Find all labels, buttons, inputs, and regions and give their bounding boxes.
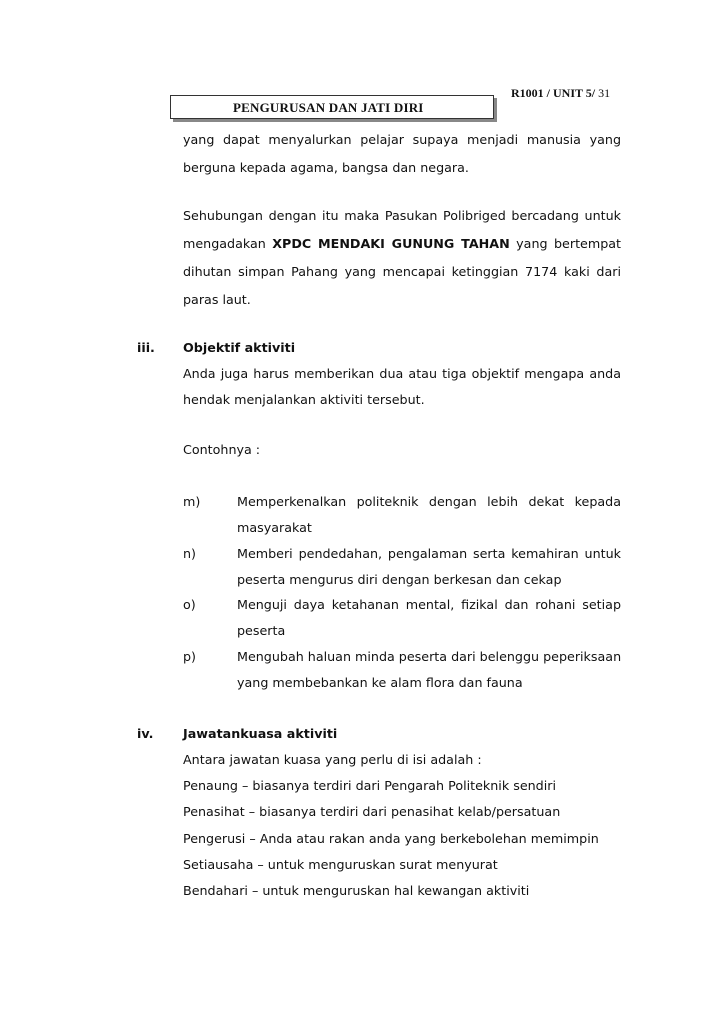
objective-p-line-2: yang membebankan ke alam flora dan fauna xyxy=(237,675,523,690)
committee-line-3: Penasihat – biasanya terdiri dari penasihat kelab/persatuan xyxy=(183,804,561,819)
objective-m-line-1: Memperkenalkan politeknik dengan lebih dekat kepada xyxy=(237,494,621,509)
objective-letter-m: m) xyxy=(183,494,201,509)
para2-line-4: paras laut. xyxy=(183,292,251,307)
section-4-heading: Jawatankuasa aktiviti xyxy=(183,726,338,741)
para2-line-2-before: mengadakan xyxy=(183,236,273,251)
para2-line-2-after: yang bertempat xyxy=(509,236,622,251)
objective-p-line-1: Mengubah haluan minda peserta dari belenggu peperiksaan xyxy=(237,649,622,664)
section-3-number: iii. xyxy=(137,340,155,355)
page-number: 31 xyxy=(598,86,611,100)
para2-line-1: Sehubungan dengan itu maka Pasukan Polibriged bercadang untuk xyxy=(183,208,621,223)
section-3-heading: Objektif aktiviti xyxy=(183,340,296,355)
page-reference xyxy=(511,86,610,101)
section-3-line-2: hendak menjalankan aktiviti tersebut. xyxy=(183,392,425,407)
objective-letter-p: p) xyxy=(183,649,197,664)
para2-line-3: dihutan simpan Pahang yang mencapai ketinggian 7174 kaki dari xyxy=(183,264,621,279)
page-ref-label: R1001 / UNIT 5/ xyxy=(511,86,596,100)
expedition-name: XPDC MENDAKI GUNUNG TAHAN xyxy=(272,236,510,251)
objective-n-line-2: peserta mengurus diri dengan berkesan dan cekap xyxy=(237,572,562,587)
para2-line-2 xyxy=(183,236,621,252)
objective-o-line-1: Menguji daya ketahanan mental, fizikal dan rohani setiap xyxy=(237,597,621,612)
intro-line-2: berguna kepada agama, bangsa dan negara. xyxy=(183,160,469,175)
example-label: Contohnya : xyxy=(183,442,261,457)
objective-letter-o: o) xyxy=(183,597,196,612)
committee-line-5: Setiausaha – untuk menguruskan surat menyurat xyxy=(183,857,498,872)
committee-line-6: Bendahari – untuk menguruskan hal kewangan aktiviti xyxy=(183,883,530,898)
header-title: PENGURUSAN DAN JATI DIRI xyxy=(233,100,424,115)
header-title-box xyxy=(170,95,494,119)
intro-line-1: yang dapat menyalurkan pelajar supaya menjadi manusia yang xyxy=(183,132,621,147)
objective-n-line-1: Memberi pendedahan, pengalaman serta kemahiran untuk xyxy=(237,546,621,561)
section-4-number: iv. xyxy=(137,726,154,741)
objective-o-line-2: peserta xyxy=(237,623,286,638)
committee-line-2: Penaung – biasanya terdiri dari Pengarah Politeknik sendiri xyxy=(183,778,556,793)
section-3-line-1: Anda juga harus memberikan dua atau tiga objektif mengapa anda xyxy=(183,366,621,381)
objective-letter-n: n) xyxy=(183,546,196,561)
objective-m-line-2: masyarakat xyxy=(237,520,312,535)
committee-line-1: Antara jawatan kuasa yang perlu di isi adalah : xyxy=(183,752,482,767)
committee-line-4: Pengerusi – Anda atau rakan anda yang berkebolehan memimpin xyxy=(183,831,599,846)
